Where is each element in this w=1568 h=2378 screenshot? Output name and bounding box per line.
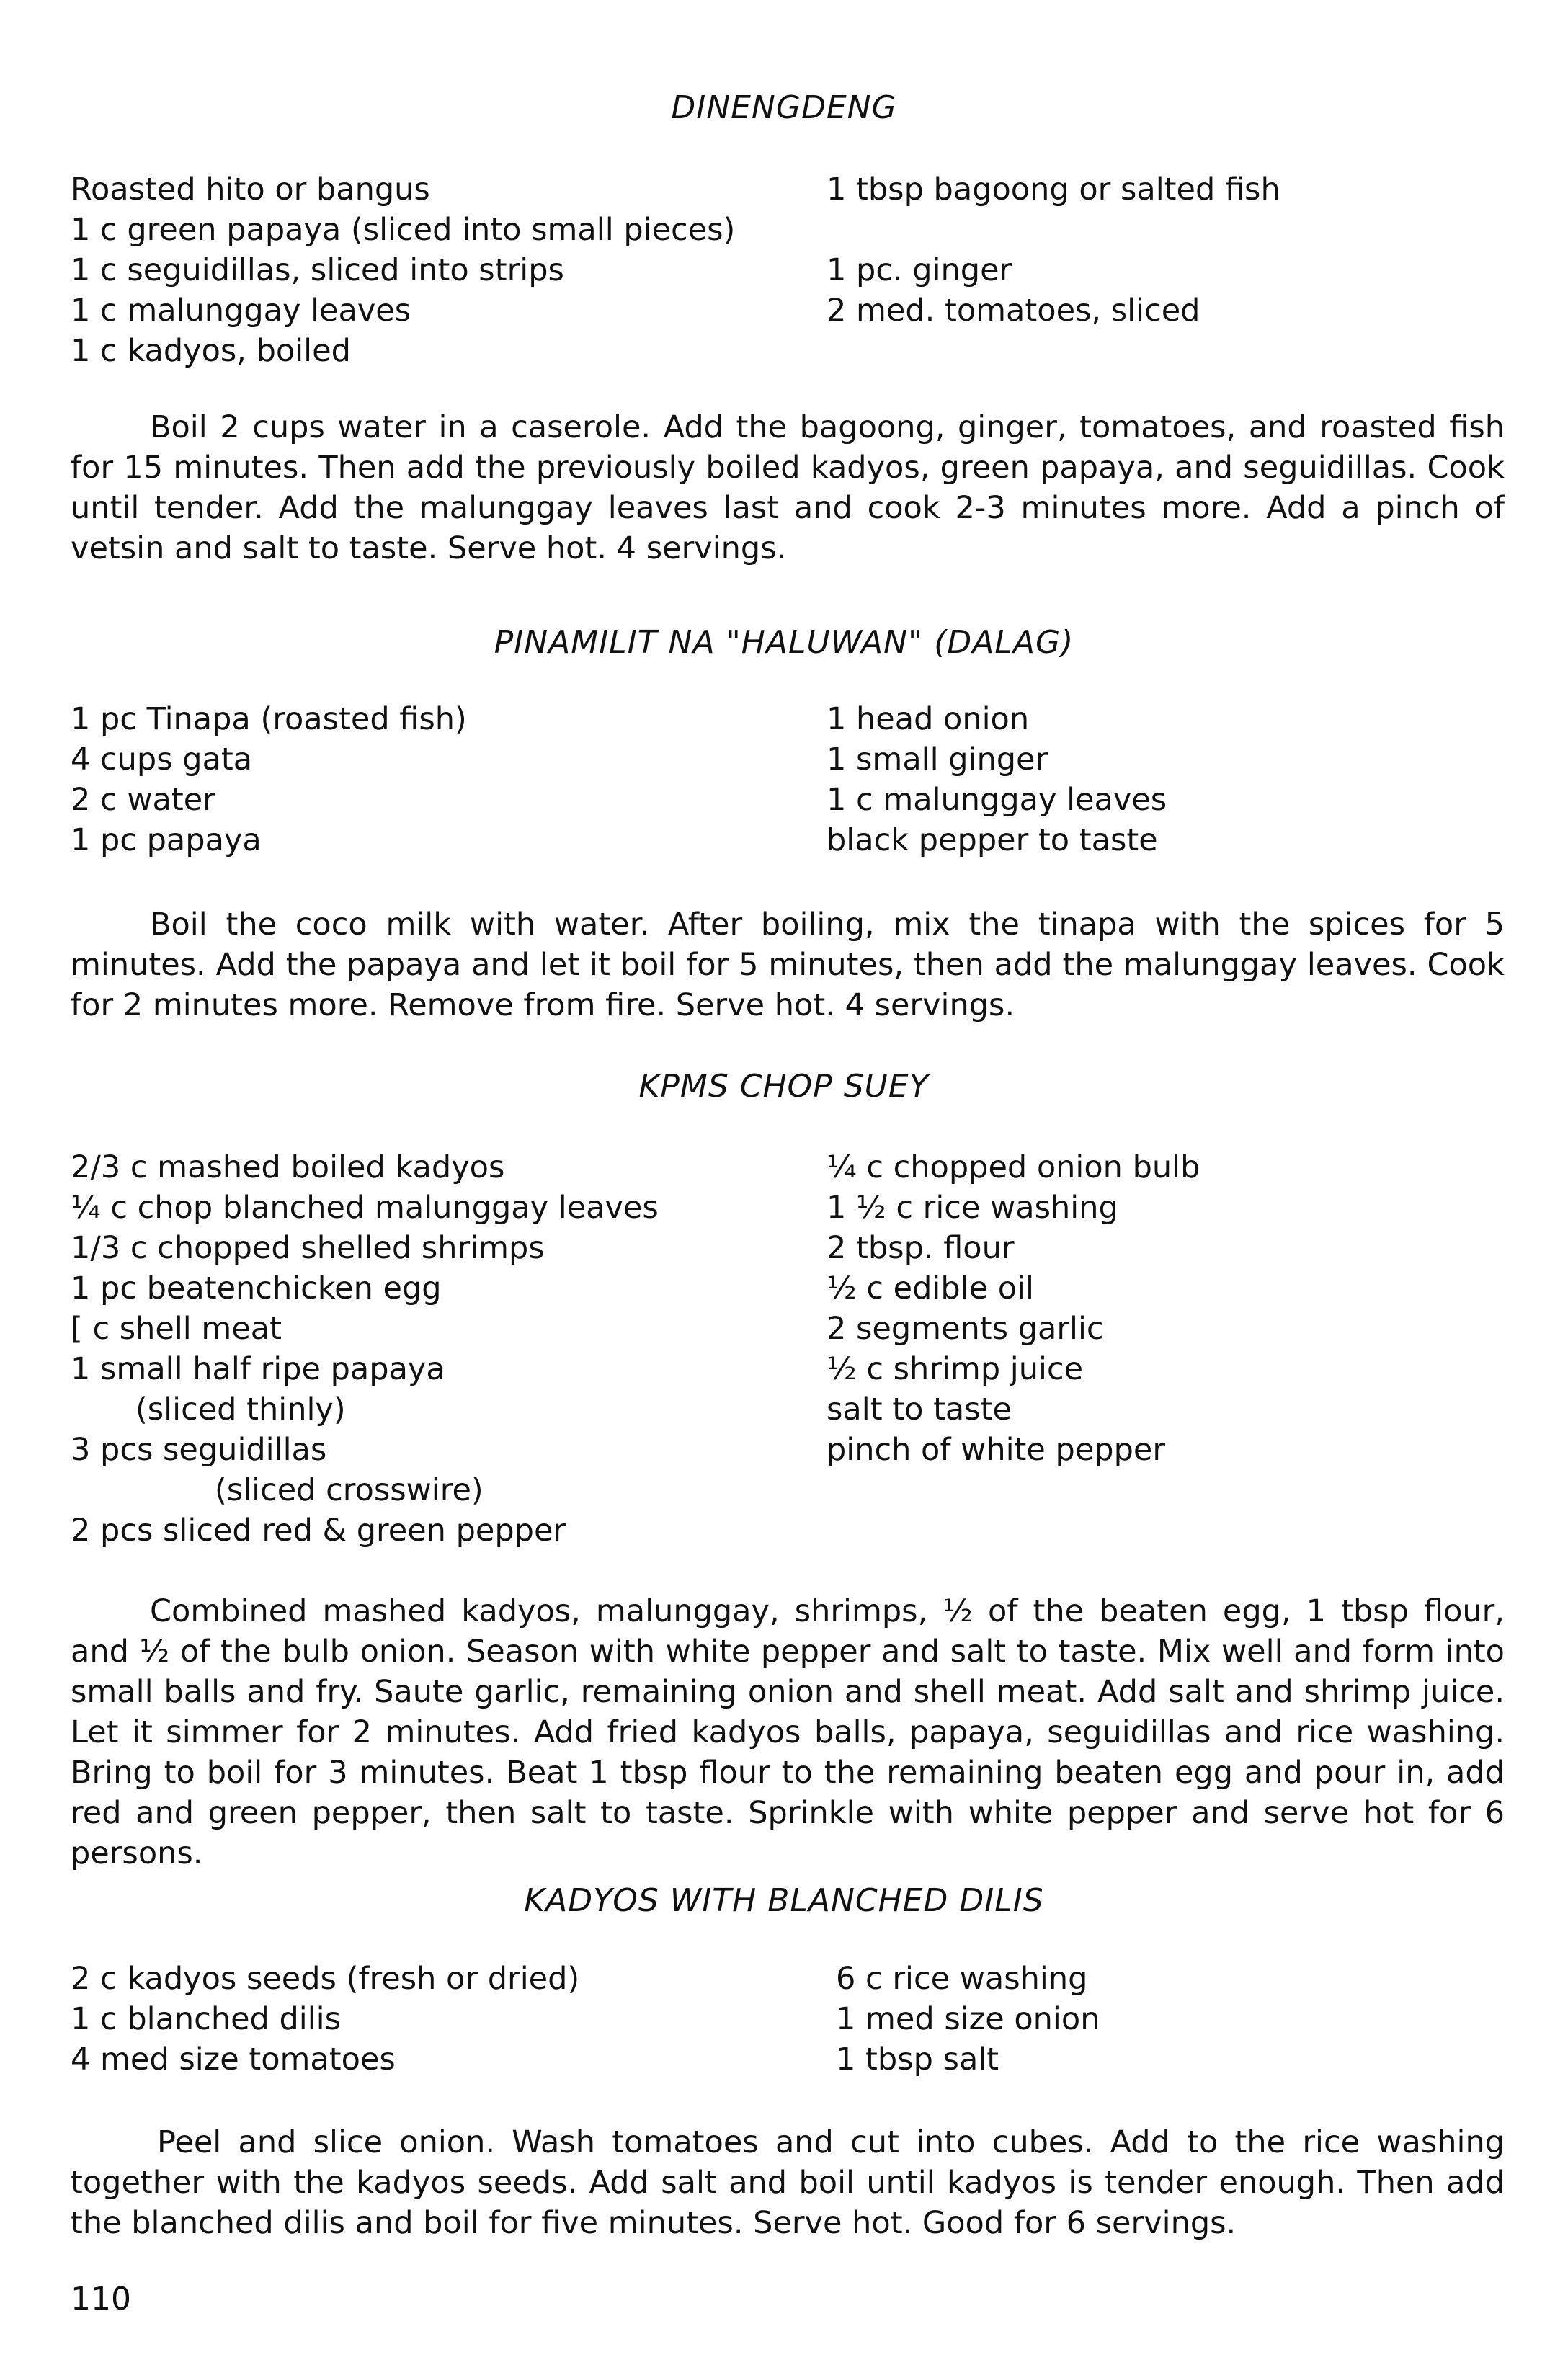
recipe-title: KADYOS WITH BLANCHED DILIS	[524, 1882, 1044, 1919]
ingredient: 1 c seguidillas, sliced into strips	[71, 252, 564, 288]
ingredient: 2 segments garlic	[827, 1311, 1104, 1347]
ingredients-right	[827, 699, 1167, 860]
ingredient: 1 c malunggay leaves	[71, 293, 411, 329]
ingredient: 2/3 c mashed boiled kadyos	[71, 1149, 505, 1185]
ingredient: 2 c kadyos seeds (fresh or dried)	[71, 1961, 580, 1997]
ingredients-left	[71, 699, 467, 860]
recipe-directions: Combined mashed kadyos, malunggay, shrimps, ½ of the beaten egg, 1 tbsp flour, and ½ of the bulb onion. Season with white pepper and salt to taste. Mix well and form into small balls and fry. Saute garlic, remaining onion and shell meat. Add salt and shrimp juice. Let it simmer for 2 minutes. Add fried kadyos balls, papaya, seguidillas and rice washing. Bring to boil for 3 minutes. Beat 1 tbsp flour to the remaining beaten egg and pour in, add red and green pepper, then salt to taste. Sprinkle with white pepper and serve hot for 6 persons.	[71, 1593, 1505, 1871]
ingredient: 1 c blanched dilis	[71, 2001, 342, 2037]
ingredient: black pepper to taste	[827, 822, 1158, 858]
ingredient: 2 tbsp. flour	[827, 1230, 1015, 1266]
ingredient: 1 tbsp bagoong or salted fish	[827, 172, 1280, 208]
ingredient: 1 pc Tinapa (roasted fish)	[71, 701, 467, 737]
ingredient: 6 c rice washing	[836, 1961, 1088, 1997]
page-number: 110	[71, 2281, 131, 2317]
ingredient: 2 c water	[71, 782, 215, 818]
ingredient: ¼ c chop blanched malunggay leaves	[71, 1190, 659, 1226]
ingredient: 3 pcs seguidillas	[71, 1432, 327, 1468]
recipe-directions: Peel and slice onion. Wash tomatoes and cut into cubes. Add to the rice washing together with the kadyos seeds. Add salt and boil until kadyos is tender enough. Then add the blanched dilis and boil for five minutes. Serve hot. Good for 6 servings.	[71, 2124, 1505, 2241]
ingredients-right	[827, 169, 1280, 331]
ingredient: 1 small half ripe papaya	[71, 1351, 445, 1387]
ingredient: Roasted hito or bangus	[71, 172, 430, 208]
ingredient: (sliced crosswire)	[215, 1472, 484, 1508]
ingredients-left	[71, 169, 735, 371]
ingredient: 1 c green papaya (sliced into small pieces)	[71, 212, 736, 248]
ingredient: 1 med size onion	[836, 2001, 1100, 2037]
ingredient: 1 ½ c rice washing	[827, 1190, 1118, 1226]
ingredient: (sliced thinly)	[135, 1391, 346, 1428]
ingredient: 1 pc. ginger	[827, 252, 1012, 288]
ingredient: 1 pc papaya	[71, 822, 262, 858]
recipe-title: KPMS CHOP SUEY	[638, 1068, 930, 1105]
ingredient: 4 med size tomatoes	[71, 2041, 396, 2078]
ingredients-left	[71, 1147, 659, 1551]
ingredients-right	[836, 1959, 1100, 2080]
ingredient: salt to taste	[827, 1391, 1012, 1428]
ingredient: pinch of white pepper	[827, 1432, 1165, 1468]
recipe-title: DINENGDENG	[671, 89, 897, 126]
ingredient: 1 head onion	[827, 701, 1030, 737]
ingredient: ½ c shrimp juice	[827, 1351, 1084, 1387]
ingredients-right	[827, 1147, 1200, 1470]
ingredient: 1 tbsp salt	[836, 2041, 999, 2078]
ingredient: 2 pcs sliced red & green pepper	[71, 1513, 566, 1549]
ingredient: 1 pc beatenchicken egg	[71, 1270, 442, 1306]
recipe-directions: Boil the coco milk with water. After boiling, mix the tinapa with the spices for 5 minutes. Add the papaya and let it boil for 5 minutes, then add the malunggay leaves. Cook for 2 minutes more. Remove from fire. Serve hot. 4 servings.	[71, 907, 1505, 1023]
recipe-directions: Boil 2 cups water in a caserole. Add the bagoong, ginger, tomatoes, and roasted fish for 15 minutes. Then add the previously boiled kadyos, green papaya, and seguidillas. Cook until tender. Add the malunggay leaves last and cook 2-3 minutes more. Add a pinch of vetsin and salt to taste. Serve hot. 4 servings.	[71, 409, 1505, 566]
ingredient: 1/3 c chopped shelled shrimps	[71, 1230, 545, 1266]
ingredient: 1 c kadyos, boiled	[71, 333, 351, 369]
ingredient	[827, 210, 1280, 250]
ingredient: 4 cups gata	[71, 742, 253, 778]
ingredient: 1 c malunggay leaves	[827, 782, 1167, 818]
ingredient: 2 med. tomatoes, sliced	[827, 293, 1200, 329]
ingredient: 1 small ginger	[827, 742, 1048, 778]
recipe-title: PINAMILIT NA "HALUWAN" (DALAG)	[494, 624, 1074, 661]
ingredient: ¼ c chopped onion bulb	[827, 1149, 1200, 1185]
ingredients-left	[71, 1959, 579, 2080]
ingredient: ½ c edible oil	[827, 1270, 1034, 1306]
ingredient: [ c shell meat	[71, 1311, 282, 1347]
